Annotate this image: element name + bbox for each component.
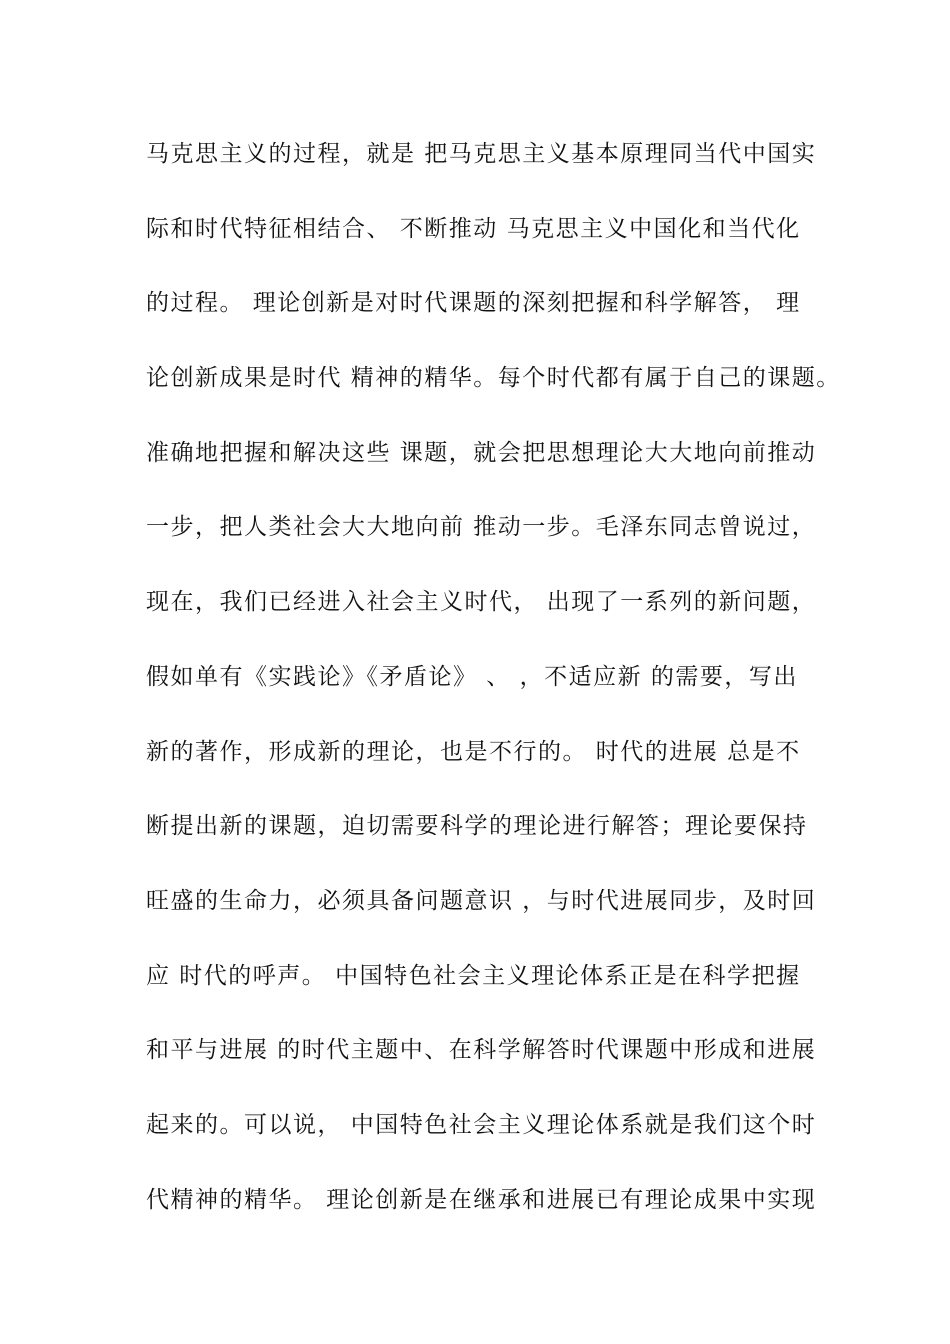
body-text xyxy=(146,134,841,1254)
text-line-9: 新的著作，形成新的理论，也是不行的。 时代的进展 总是不 xyxy=(146,738,801,765)
text-line-12: 应 时代的呼声。 中国特色社会主义理论体系正是在科学把握 xyxy=(146,962,801,989)
text-line-5: 准确地把握和解决这些 课题，就会把思想理论大大地向前推动 xyxy=(146,439,817,466)
text-line-15: 代精神的精华。 理论创新是在继承和进展已有理论成果中实现 xyxy=(146,1186,817,1213)
text-line-14: 起来的。可以说， 中国特色社会主义理论体系就是我们这个时 xyxy=(146,1111,817,1138)
text-line-7: 现在，我们已经进入社会主义时代， 出现了一系列的新问题， xyxy=(146,589,817,616)
text-line-11: 旺盛的生命力，必须具备问题意识 ，与时代进展同步，及时回 xyxy=(146,887,817,914)
text-line-13: 和平与进展 的时代主题中、在科学解答时代课题中形成和进展 xyxy=(146,1037,817,1064)
text-line-6: 一步，把人类社会大大地向前 推动一步。毛泽东同志曾说过， xyxy=(146,514,817,541)
text-line-1: 马克思主义的过程，就是 把马克思主义基本原理同当代中国实 xyxy=(146,141,817,167)
text-line-3: 的过程。 理论创新是对时代课题的深刻把握和科学解答， 理 xyxy=(146,290,801,317)
text-line-10: 断提出新的课题，迫切需要科学的理论进行解答；理论要保持 xyxy=(146,813,808,840)
text-line-8: 假如单有《实践论》《矛盾论》 、 ，不适应新 的需要，写出 xyxy=(146,663,798,690)
text-line-2: 际和时代特征相结合、 不断推动 马克思主义中国化和当代化 xyxy=(146,215,801,242)
text-line-4: 论创新成果是时代 精神的精华。每个时代都有属于自己的课题。 xyxy=(146,365,841,392)
